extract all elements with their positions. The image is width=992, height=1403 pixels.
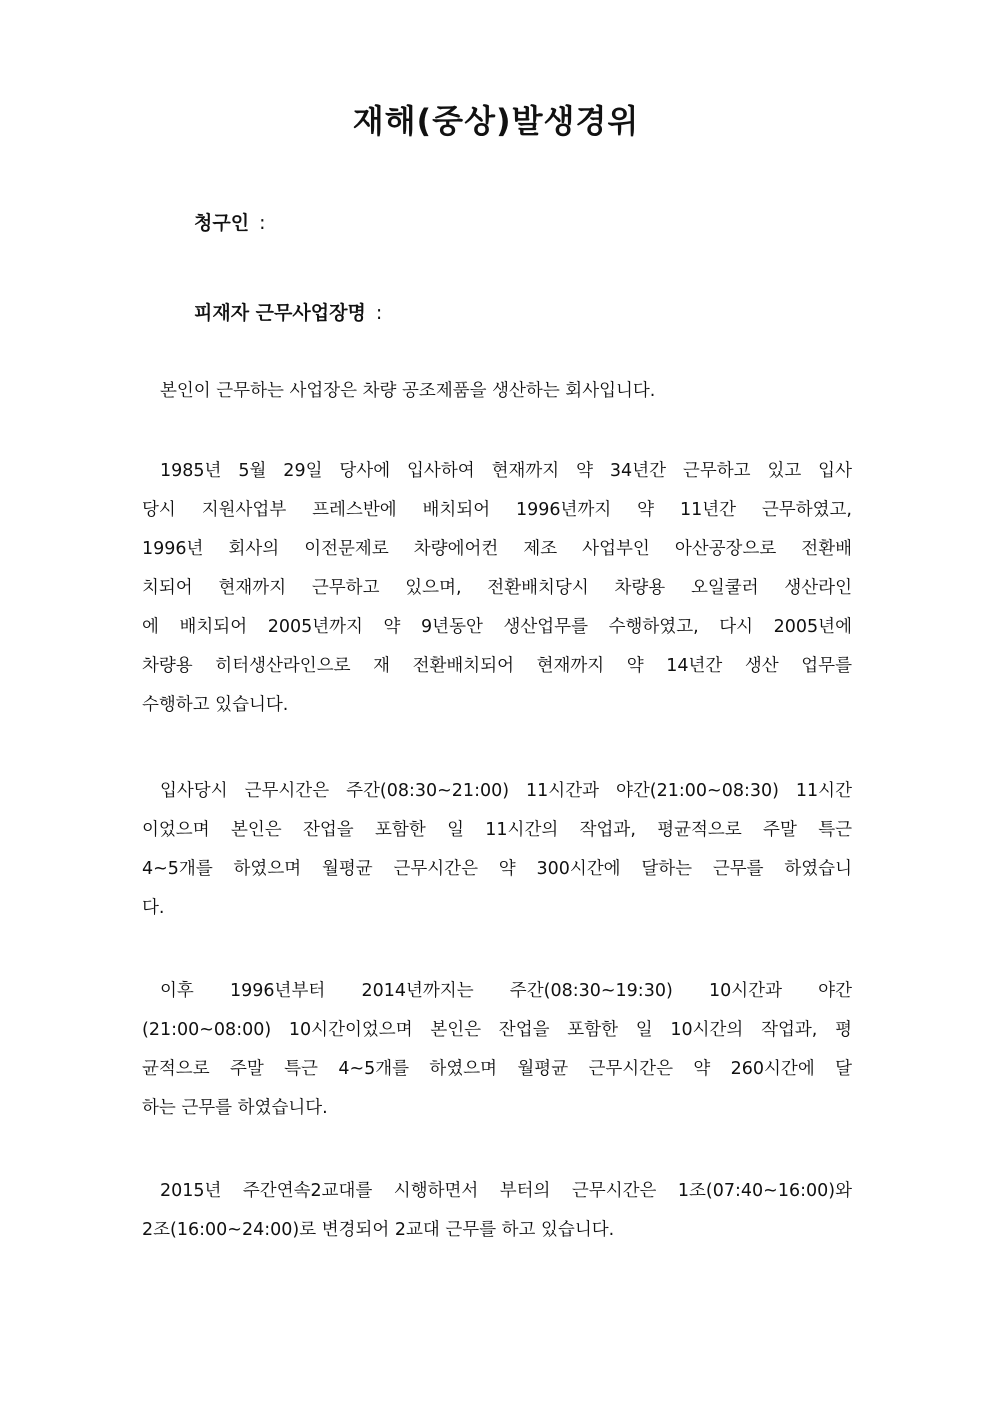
workplace-field <box>194 298 382 325</box>
paragraph-5 <box>142 1172 852 1250</box>
paragraph-line: 수행하고 있습니다. <box>142 695 289 715</box>
claimant-label: 청구인 <box>194 212 250 234</box>
paragraph-line: 1985년 5월 29일 당사에 입사하여 현재까지 약 34년간 근무하고 있고 입사 <box>160 461 852 481</box>
paragraph-2 <box>142 452 852 725</box>
paragraph-4 <box>142 972 852 1128</box>
paragraph-line: 2015년 주간연속2교대를 시행하면서 부터의 근무시간은 1조(07:40~16:00)와 <box>160 1181 852 1201</box>
paragraph-line: 하는 근무를 하였습니다. <box>142 1098 328 1118</box>
paragraph-line: 본인이 근무하는 사업장은 차량 공조제품을 생산하는 회사입니다. <box>160 381 656 401</box>
paragraph-line: (21:00~08:00) 10시간이었으며 본인은 잔업을 포함한 일 10시간의 작업과, 평 <box>142 1020 852 1040</box>
paragraph-line: 2조(16:00~24:00)로 변경되어 2교대 근무를 하고 있습니다. <box>142 1220 615 1240</box>
paragraph-line: 균적으로 주말 특근 4~5개를 하였으며 월평균 근무시간은 약 260시간에 달 <box>142 1059 852 1079</box>
paragraph-line: 당시 지원사업부 프레스반에 배치되어 1996년까지 약 11년간 근무하였고, <box>142 500 852 520</box>
paragraph-line: 치되어 현재까지 근무하고 있으며, 전환배치당시 차량용 오일쿨러 생산라인 <box>142 578 852 598</box>
claimant-colon: : <box>259 212 266 234</box>
paragraph-line: 이었으며 본인은 잔업을 포함한 일 11시간의 작업과, 평균적으로 주말 특근 <box>142 820 852 840</box>
paragraph-line: 에 배치되어 2005년까지 약 9년동안 생산업무를 수행하였고, 다시 2005년에 <box>142 617 852 637</box>
paragraph-line: 차량용 히터생산라인으로 재 전환배치되어 현재까지 약 14년간 생산 업무를 <box>142 656 852 676</box>
claimant-field <box>194 208 265 235</box>
workplace-colon: : <box>375 302 383 324</box>
paragraph-line: 1996년 회사의 이전문제로 차량에어컨 제조 사업부인 아산공장으로 전환배 <box>142 539 852 559</box>
paragraph-line: 다. <box>142 898 165 918</box>
document-title: 재해(중상)발생경위 <box>352 102 640 140</box>
paragraph-3 <box>142 772 852 928</box>
paragraph-1 <box>142 372 852 411</box>
workplace-label: 피재자 근무사업장명 <box>194 302 366 324</box>
paragraph-line: 이후 1996년부터 2014년까지는 주간(08:30~19:30) 10시간과 야간 <box>160 981 852 1001</box>
paragraph-line: 4~5개를 하였으며 월평균 근무시간은 약 300시간에 달하는 근무를 하였습니 <box>142 859 852 879</box>
paragraph-line: 입사당시 근무시간은 주간(08:30~21:00) 11시간과 야간(21:00~08:30) 11시간 <box>160 781 852 801</box>
